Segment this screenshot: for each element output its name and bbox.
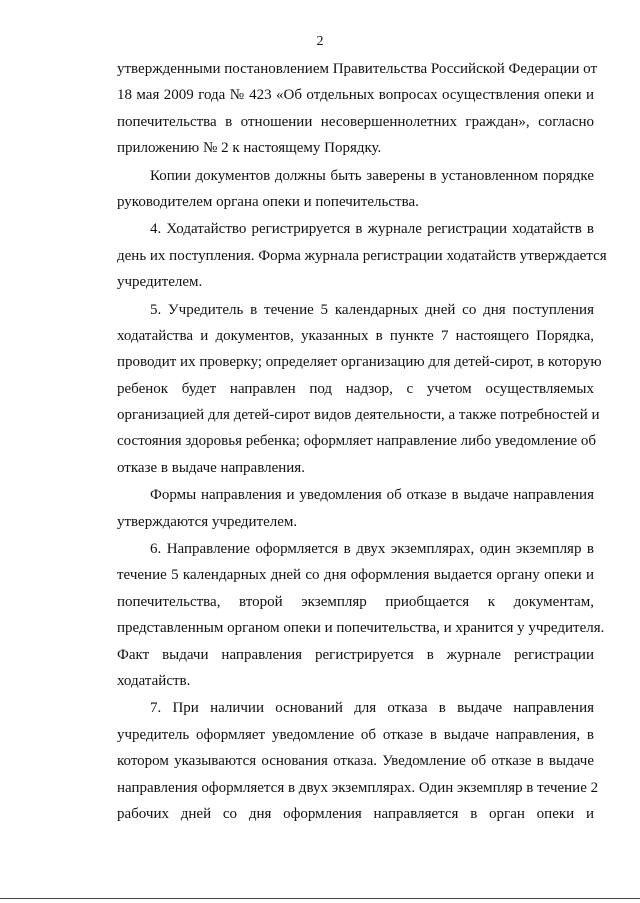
text-line: 7. При наличии оснований для отказа в выдаче направления bbox=[150, 700, 594, 717]
paragraph-item-5 bbox=[117, 297, 602, 482]
paragraph-forms bbox=[117, 482, 594, 535]
text-line: представленным органом опеки и попечительства, и хранится у учредителя. bbox=[117, 620, 605, 637]
text-line: направления оформляется в двух экземплярах. Один экземпляр в течение 2 bbox=[117, 779, 599, 796]
page-number: 2 bbox=[316, 34, 324, 49]
text-line: ребенок будет направлен под надзор, с учетом осуществляемых bbox=[117, 380, 594, 397]
text-line: Формы направления и уведомления об отказе в выдаче направления bbox=[150, 487, 594, 504]
text-line: 6. Направление оформляется в двух экземплярах, один экземпляр в bbox=[150, 541, 594, 558]
text-line: ходатайства и документов, указанных в пункте 7 настоящего Порядка, bbox=[117, 327, 594, 344]
text-line: рабочих дней со дня оформления направляется в орган опеки и bbox=[117, 805, 594, 822]
text-line: приложению № 2 к настоящему Порядку. bbox=[117, 140, 382, 157]
text-line: отказе в выдаче направления. bbox=[117, 459, 305, 476]
text-line: 18 мая 2009 года № 423 «Об отдельных вопросах осуществления опеки и bbox=[117, 87, 594, 104]
text-line: день их поступления. Форма журнала регистрации ходатайств утверждается bbox=[117, 247, 607, 264]
text-line: учредителем. bbox=[117, 274, 203, 291]
text-line: утвержденными постановлением Правительства Российской Федерации от bbox=[117, 61, 597, 77]
paragraph-item-6 bbox=[117, 536, 605, 694]
document-body bbox=[117, 56, 607, 827]
text-line: течение 5 календарных дней со дня оформления выдается органу опеки и bbox=[117, 567, 594, 584]
text-line: попечительства, второй экземпляр приобщается к документам, bbox=[117, 593, 594, 610]
text-line: котором указываются основания отказа. Уведомление об отказе в выдаче bbox=[117, 753, 594, 770]
paragraph-item-7 bbox=[117, 695, 599, 827]
text-line: организацией для детей-сирот видов деятельности, а также потребностей и bbox=[117, 407, 600, 424]
paragraph-continuation bbox=[117, 56, 597, 162]
text-line: состояния здоровья ребенка; оформляет направление либо уведомление об bbox=[117, 433, 597, 450]
text-line: 4. Ходатайство регистрируется в журнале регистрации ходатайств в bbox=[150, 221, 594, 238]
text-line: руководителем органа опеки и попечительства. bbox=[117, 193, 419, 210]
text-line: утверждаются учредителем. bbox=[117, 513, 298, 530]
text-line: 5. Учредитель в течение 5 календарных дней со дня поступления bbox=[150, 301, 594, 318]
text-line: учредитель оформляет уведомление об отказе в выдаче направления, в bbox=[117, 726, 594, 743]
text-line: ходатайств. bbox=[117, 672, 191, 689]
paragraph-copies bbox=[117, 163, 594, 216]
text-line: Факт выдачи направления регистрируется в журнале регистрации bbox=[117, 646, 594, 663]
text-line: Копии документов должны быть заверены в установленном порядке bbox=[150, 167, 594, 184]
text-line: проводит их проверку; определяет организацию для детей-сирот, в которую bbox=[117, 354, 602, 371]
paragraph-item-4 bbox=[117, 216, 607, 295]
text-line: попечительства в отношении несовершеннолетних граждан», согласно bbox=[117, 113, 594, 130]
page-bottom-edge bbox=[0, 898, 640, 899]
